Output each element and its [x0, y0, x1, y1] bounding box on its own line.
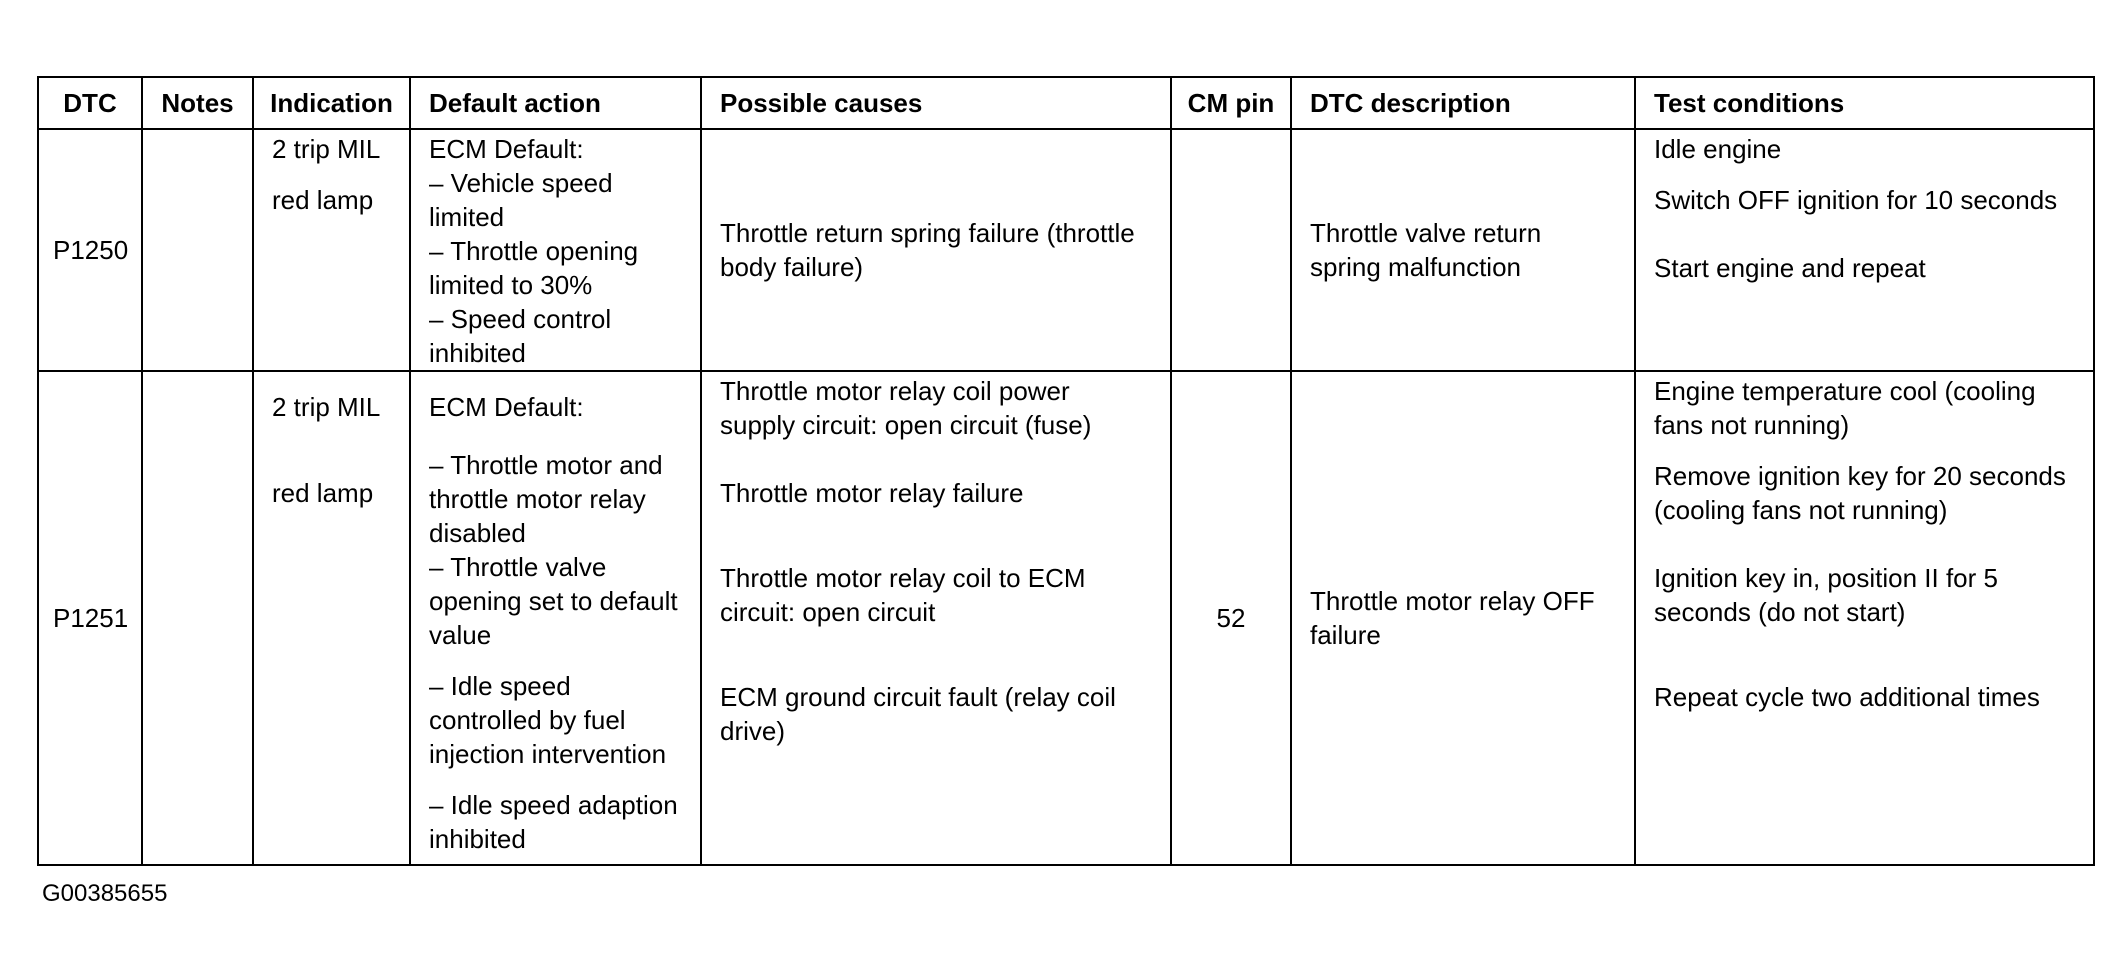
- dtc-code: P1251: [38, 371, 142, 865]
- notes-cell: [142, 371, 253, 865]
- indication-line: red lamp: [272, 478, 374, 508]
- test-condition-item: Start engine and repeat: [1654, 253, 1926, 283]
- header-cm-pin: CM pin: [1171, 77, 1291, 129]
- dtc-code: P1250: [38, 129, 142, 371]
- indication-line: 2 trip MIL: [272, 134, 381, 164]
- header-default-action: Default action: [410, 77, 701, 129]
- table-header-row: [38, 77, 2094, 129]
- indication-line: 2 trip MIL: [272, 392, 381, 422]
- test-conditions-cell: [1635, 371, 2094, 865]
- possible-cause-item: Throttle motor relay coil to ECM circuit: open circuit: [720, 563, 1086, 627]
- test-condition-item: Repeat cycle two additional times: [1654, 682, 2040, 712]
- cm-pin-cell: 52: [1171, 371, 1291, 865]
- test-condition-item: Engine temperature cool (cooling fans not running): [1654, 376, 2036, 440]
- default-action-line: – Idle speed adaption inhibited: [429, 790, 678, 854]
- default-action-line: – Throttle opening limited to 30%: [429, 236, 639, 300]
- default-action-line: – Throttle valve opening set to default value: [429, 552, 678, 650]
- indication-cell: [253, 371, 410, 865]
- possible-cause-item: Throttle motor relay failure: [720, 478, 1024, 508]
- indication-line: red lamp: [272, 185, 374, 215]
- test-condition-item: Remove ignition key for 20 seconds (cooling fans not running): [1654, 461, 2066, 525]
- test-condition-item: Idle engine: [1654, 134, 1782, 164]
- default-action-cell: [410, 371, 701, 865]
- cm-pin-cell: [1171, 129, 1291, 371]
- possible-cause-item: ECM ground circuit fault (relay coil drive): [720, 682, 1116, 746]
- header-notes: Notes: [142, 77, 253, 129]
- default-action-line: – Idle speed controlled by fuel injection intervention: [429, 671, 667, 769]
- header-possible-causes: Possible causes: [701, 77, 1171, 129]
- default-action-cell: [410, 129, 701, 371]
- header-test-conditions: Test conditions: [1635, 77, 2094, 129]
- possible-cause-item: Throttle return spring failure (throttle body failure): [720, 218, 1135, 282]
- test-conditions-cell: [1635, 129, 2094, 371]
- default-action-line: ECM Default:: [429, 392, 584, 422]
- indication-cell: [253, 129, 410, 371]
- dtc-table: [37, 76, 2095, 866]
- possible-causes-cell: [701, 371, 1171, 865]
- test-condition-item: Ignition key in, position II for 5 seconds (do not start): [1654, 563, 1998, 627]
- possible-causes-cell: [701, 129, 1171, 371]
- notes-cell: [142, 129, 253, 371]
- table-row: [38, 129, 2094, 371]
- dtc-description-cell: Throttle valve return spring malfunction: [1291, 129, 1635, 371]
- table-row: [38, 371, 2094, 865]
- dtc-description-cell: Throttle motor relay OFF failure: [1291, 371, 1635, 865]
- default-action-line: – Throttle motor and throttle motor relay disabled: [429, 450, 663, 548]
- header-indication: Indication: [253, 77, 410, 129]
- header-dtc-description: DTC description: [1291, 77, 1635, 129]
- header-dtc: DTC: [38, 77, 142, 129]
- possible-cause-item: Throttle motor relay coil power supply circuit: open circuit (fuse): [720, 376, 1092, 440]
- default-action-line: ECM Default:: [429, 134, 584, 164]
- default-action-line: – Vehicle speed limited: [429, 168, 613, 232]
- default-action-line: – Speed control inhibited: [429, 304, 612, 368]
- test-condition-item: Switch OFF ignition for 10 seconds: [1654, 185, 2058, 215]
- figure-id: G00385655: [42, 880, 168, 907]
